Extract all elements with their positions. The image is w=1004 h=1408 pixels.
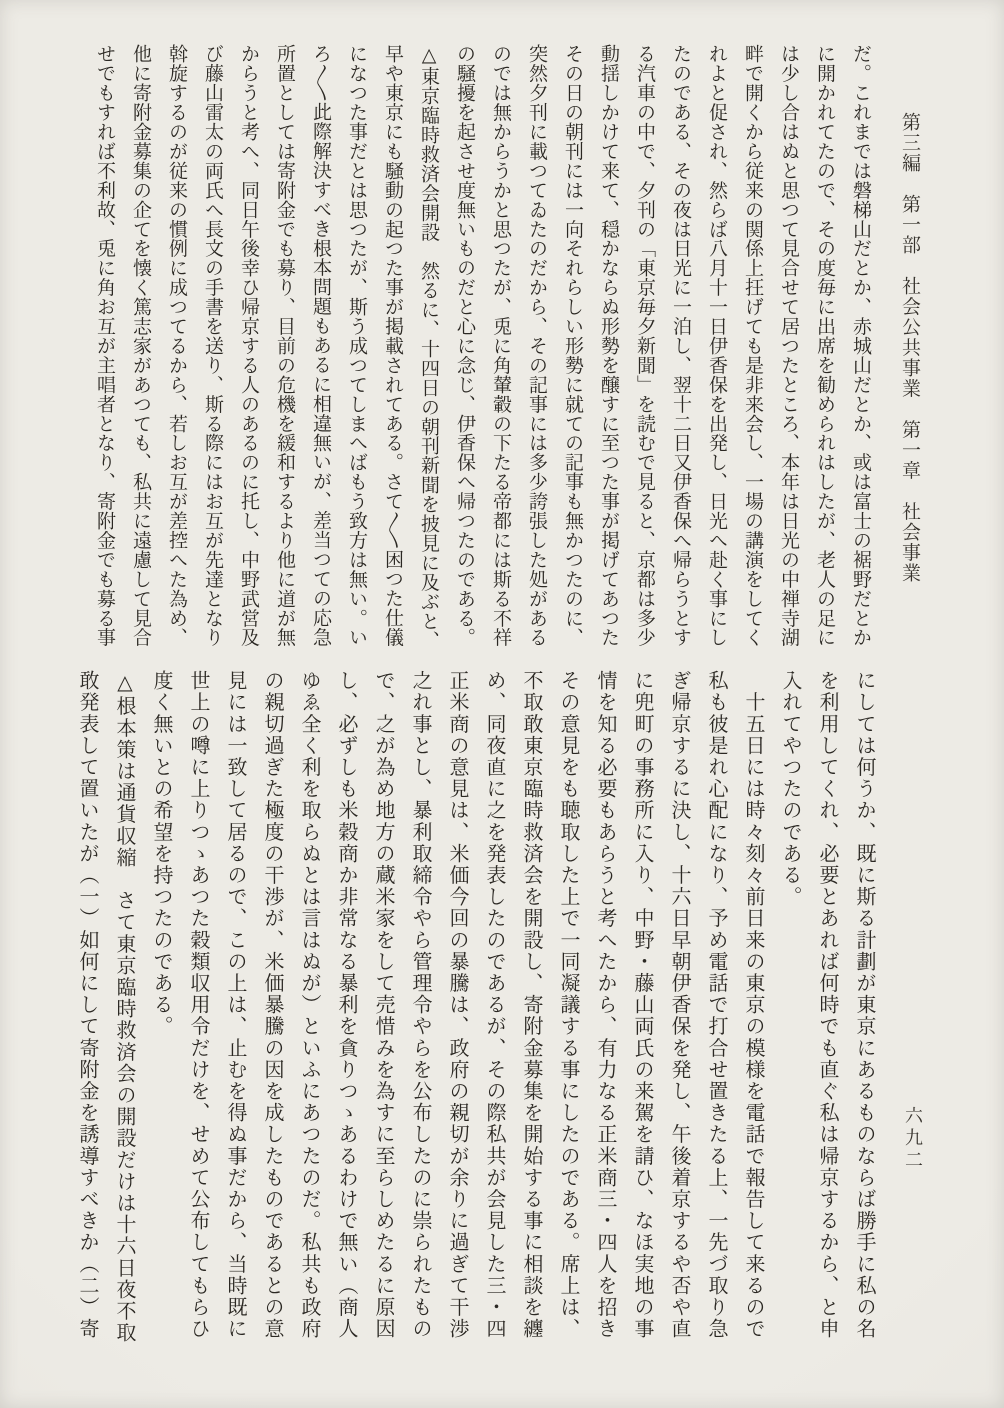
text-column: し、必ずしも米穀商か非常なる暴利を貪りつゝあるわけで無い（商人 xyxy=(335,670,357,1340)
text-column: 他に寄附金募集の企てを懐く篤志家があつても、私共に遠慮して見合 xyxy=(130,44,151,647)
text-column: その意見をも聴取した上で一同凝議する事にしたのである。席上は、 xyxy=(557,670,579,1340)
text-column: 情を知る必要もあらうと考へたから、有力なる正米商三・四人を招き xyxy=(594,670,616,1340)
text-column: 世上の噂に上りつゝあつた穀類収用令だけを、せめて公布してもらひ xyxy=(187,670,209,1340)
text-column: 畔で開くから従来の関係上抂げても是非来会し、一場の講演をしてく xyxy=(742,44,763,647)
text-column: 正米商の意見は、米価今回の暴騰は、政府の親切が余りに過ぎて干渉 xyxy=(446,670,468,1340)
text-column: ろ〱此際解決すべき根本問題もあるに相違無いが、差当つての応急 xyxy=(310,44,331,647)
text-column: になつた事だとは思つたが、斯う成つてしまへばもう致方は無い。い xyxy=(346,44,367,647)
chapter-header: 第三編 第一部 社会公共事業 第一章 社会事業 xyxy=(899,112,920,584)
text-column: 見には一致して居るので、この上は、止むを得ぬ事だから、当時既に xyxy=(224,670,246,1340)
text-column: の親切過ぎた極度の干渉が、米価暴騰の因を成したものであるとの意 xyxy=(261,670,283,1340)
text-column: 突然夕刊に載つてゐたのだから、その記事には多少誇張した処がある xyxy=(526,44,547,647)
text-column: せでもすれば不利故、兎に角お互が主唱者となり、寄附金でも募る事 xyxy=(94,44,115,647)
text-column: 動揺しかけて来て、穏かならぬ形勢を醸すに至つた事が掲げてあつた xyxy=(598,44,619,647)
text-column: ぎ帰京するに決し、十六日早朝伊香保を発し、午後着京するや否や直 xyxy=(668,670,690,1340)
text-column: の騒擾を起させ度無いものだと心に念じ、伊香保へ帰つたのである。 xyxy=(454,44,475,647)
text-column: 早や東京にも騒動の起つた事が掲載されてある。さて〱困つた仕儀 xyxy=(382,44,403,647)
text-column: で、之が為め地方の蔵米家をして売惜みを為すに至らしめたるに原因 xyxy=(372,670,394,1340)
text-column: び藤山雷太の両氏へ長文の手書を送り、斯る際にはお互が先達となり xyxy=(202,44,223,647)
text-column: 度く無いとの希望を持つたのである。 xyxy=(150,670,172,1038)
text-column: は少し合はぬと思つて見合せて居つたところ、本年は日光の中禅寺湖 xyxy=(778,44,799,647)
text-column: 十五日には時々刻々前日来の東京の模様を電話で報告して来るので xyxy=(742,670,764,1340)
text-column: 不取敢東京臨時救済会を開設し、寄附金募集を開始する事に相談を纏 xyxy=(520,670,542,1340)
text-column: ゆゑ全く利を取らぬとは言はぬが）といふにあつたのだ。私共も政府 xyxy=(298,670,320,1340)
text-column: たのである、その夜は日光に一泊し、翌十二日又伊香保へ帰らうとす xyxy=(670,44,691,647)
text-column: 之れ事とし、暴利取締令やら管理令やらを公布したのに祟られたもの xyxy=(409,670,431,1340)
text-column: 敢発表して置いたが（一）如何にして寄附金を誘導すべきか（二）寄 xyxy=(76,670,98,1340)
text-column: 入れてやつたのである。 xyxy=(779,670,801,908)
text-column: に兜町の事務所に入り、中野・藤山両氏の来駕を請ひ、なほ実地の事 xyxy=(631,670,653,1340)
text-column: からうと考へ、同日午後幸ひ帰京する人のあるのに托し、中野武営及 xyxy=(238,44,259,647)
text-column: る汽車の中で、夕刊の「東京毎夕新聞」を読むで見ると、京都は多少 xyxy=(634,44,655,647)
text-column: その日の朝刊には一向それらしい形勢に就ての記事も無かつたのに、 xyxy=(562,44,583,647)
page-number: 六九二 xyxy=(903,1106,923,1172)
text-column: に開かれてたので、その度毎に出席を勧められはしたが、老人の足に xyxy=(814,44,835,647)
text-column: 私も彼是れ心配になり、予め電話で打合せ置きたる上、一先づ取り急 xyxy=(705,670,727,1340)
text-column: だ。これまでは磐梯山だとか、赤城山だとか、或は富士の裾野だとか xyxy=(850,44,871,647)
bottom-text-block xyxy=(68,670,882,1360)
text-column: 斡旋するのが従来の慣例に成つてるから、若しお互が差控へた為め、 xyxy=(166,44,187,647)
text-column: め、同夜直に之を発表したのであるが、その際私共が会見した三・四 xyxy=(483,670,505,1340)
text-column: のでは無からうかと思つたが、兎に角輦轂の下たる帝都には斯る不祥 xyxy=(490,44,511,647)
text-column: △根本策は通貨収縮 さて東京臨時救済会の開設だけは十六日夜不取 xyxy=(113,670,135,1344)
text-column: 所置としては寄附金でも募り、目前の危機を緩和するより他に道が無 xyxy=(274,44,295,647)
text-column: △東京臨時救済会開設 然るに、十四日の朝刊新聞を披見に及ぶと、 xyxy=(418,44,439,650)
text-column: れよと促され、然らば八月十一日伊香保を出発し、日光へ赴く事にし xyxy=(706,44,727,647)
text-column: にしては何うか、既に斯る計劃が東京にあるものならば勝手に私の名 xyxy=(853,670,875,1340)
top-text-block xyxy=(86,44,878,650)
text-column: を利用してくれ、必要とあれば何時でも直ぐ私は帰京するから、と申 xyxy=(816,670,838,1340)
